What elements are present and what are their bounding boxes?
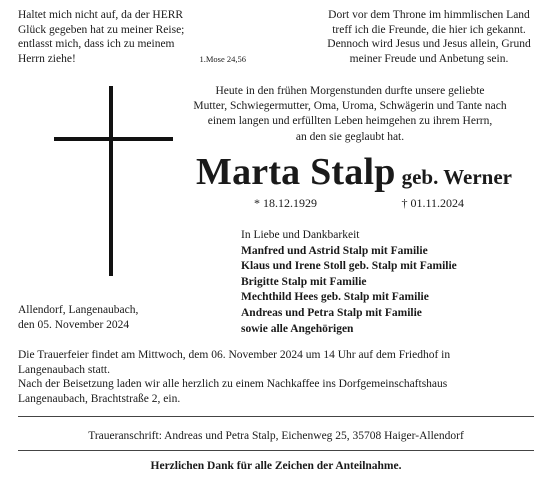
- condolence-address: Traueranschrift: Andreas und Petra Stalp, Eichenweg 25, 35708 Haiger-Allendorf: [88, 430, 464, 442]
- thanks-line: Herzlichen Dank für alle Zeichen der Anteilnahme.: [150, 460, 402, 472]
- divider: [18, 416, 534, 417]
- mourners-list: [241, 228, 521, 337]
- life-dates: [254, 196, 464, 211]
- verse-line: Dennoch wird Jesus und Jesus allein, Grund: [327, 38, 531, 51]
- intro-line: Heute in den frühen Morgenstunden durfte unsere geliebte: [215, 85, 485, 97]
- funeral-info: [18, 348, 528, 406]
- funeral-line: Langenaubach statt.: [18, 363, 110, 376]
- verse-line: meiner Freude und Anbetung sein.: [349, 52, 509, 65]
- date-line: den 05. November 2024: [18, 319, 130, 331]
- deceased-name-row: [196, 150, 513, 194]
- intro-line: einem langen und erfüllten Leben heimgehen zu ihrem Herrn,: [207, 115, 493, 128]
- verse-line-text: Herrn ziehe!: [18, 52, 76, 65]
- verse-line: Dort vor dem Throne im himmlischen Land: [328, 9, 530, 21]
- verse-line: treff ich die Freunde, die hier ich gekannt.: [332, 23, 526, 36]
- verse-line: Haltet mich nicht auf, da der HERR: [18, 9, 184, 21]
- funeral-line: Langenaubach, Brachtstraße 2, ein.: [18, 392, 181, 405]
- divider: [18, 450, 534, 451]
- death-date: † 01.11.2024: [401, 196, 464, 210]
- place-date: [18, 303, 138, 333]
- mourners-lead: In Liebe und Dankbarkeit: [241, 229, 360, 241]
- bible-verse: [18, 8, 248, 66]
- mourner: Manfred und Astrid Stalp mit Familie: [241, 244, 428, 257]
- birth-date: * 18.12.1929: [254, 196, 317, 210]
- place-line: Allendorf, Langenaubach,: [18, 304, 139, 316]
- verse-line: [18, 52, 248, 67]
- deceased-birth-name: geb. Werner: [401, 165, 513, 189]
- mourner: Mechthild Hees geb. Stalp mit Familie: [241, 291, 429, 304]
- intro-line: an den sie geglaubt hat.: [295, 130, 405, 143]
- verse-line: entlasst mich, dass ich zu meinem: [18, 38, 175, 51]
- funeral-line: Die Trauerfeier findet am Mittwoch, dem 06. November 2024 um 14 Uhr auf dem Friedhof in: [18, 349, 451, 361]
- mourner: Klaus und Irene Stoll geb. Stalp mit Familie: [241, 260, 457, 273]
- intro-line: Mutter, Schwiegermutter, Oma, Uroma, Schwägerin und Tante nach: [193, 100, 507, 113]
- funeral-line: Nach der Beisetzung laden wir alle herzlich zu einem Nachkaffee ins Dorfgemeinschaftshaus: [18, 378, 448, 391]
- poem-verse: [323, 8, 535, 66]
- mourner: Brigitte Stalp mit Familie: [241, 275, 367, 288]
- intro-text: [190, 84, 510, 145]
- mourner: sowie alle Angehörigen: [241, 322, 354, 335]
- verse-line: Glück gegeben hat zu meiner Reise;: [18, 23, 185, 36]
- deceased-name: Marta Stalp: [196, 151, 396, 193]
- verse-source: 1.Mose 24,56: [199, 53, 246, 64]
- cross-icon-bar: [54, 137, 173, 141]
- cross-icon: [109, 86, 113, 276]
- mourner: Andreas und Petra Stalp mit Familie: [241, 306, 422, 319]
